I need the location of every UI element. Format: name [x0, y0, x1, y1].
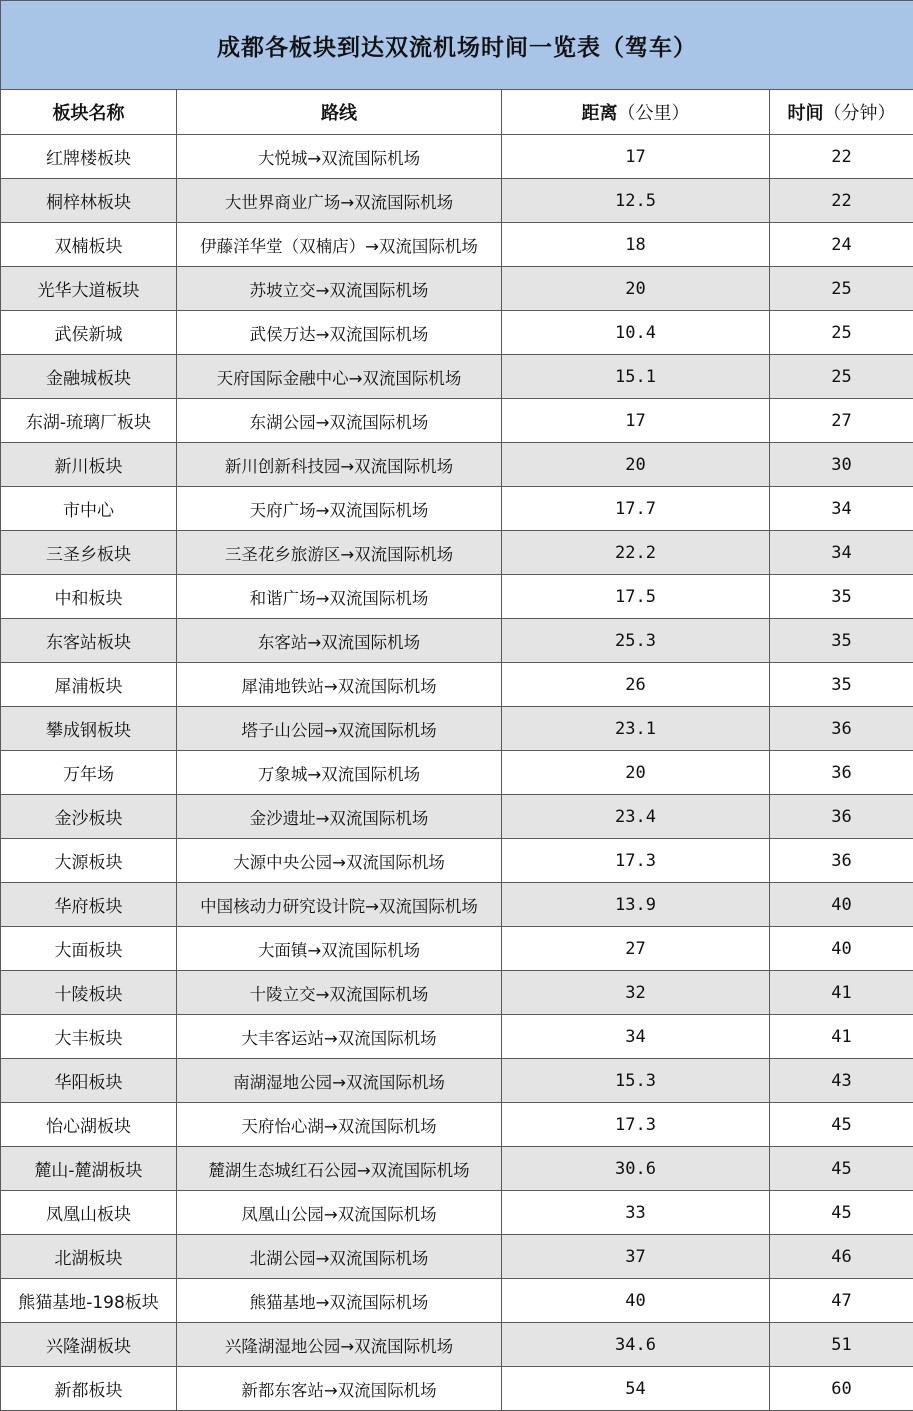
distance-cell: 22.2 — [502, 531, 770, 575]
time-cell: 60 — [770, 1367, 913, 1411]
header-distance-unit: （公里） — [618, 103, 690, 124]
distance-cell: 34 — [502, 1015, 770, 1059]
distance-cell: 30.6 — [502, 1147, 770, 1191]
area-cell: 中和板块 — [1, 575, 177, 619]
area-cell: 北湖板块 — [1, 1235, 177, 1279]
distance-cell: 26 — [502, 663, 770, 707]
route-cell: 万象城→双流国际机场 — [177, 751, 502, 795]
route-cell: 东客站→双流国际机场 — [177, 619, 502, 663]
header-time-unit: （分钟） — [824, 103, 896, 124]
time-cell: 45 — [770, 1191, 913, 1235]
time-cell: 47 — [770, 1279, 913, 1323]
area-cell: 攀成钢板块 — [1, 707, 177, 751]
header-route-label: 路线 — [321, 103, 357, 124]
time-cell: 36 — [770, 839, 913, 883]
distance-cell: 17 — [502, 399, 770, 443]
header-route — [177, 90, 502, 135]
time-cell: 36 — [770, 751, 913, 795]
distance-cell: 17.3 — [502, 1103, 770, 1147]
area-cell: 光华大道板块 — [1, 267, 177, 311]
route-cell: 北湖公园→双流国际机场 — [177, 1235, 502, 1279]
distance-cell: 15.3 — [502, 1059, 770, 1103]
distance-cell: 25.3 — [502, 619, 770, 663]
distance-cell: 40 — [502, 1279, 770, 1323]
time-cell: 35 — [770, 575, 913, 619]
table-row — [1, 883, 913, 927]
distance-cell: 54 — [502, 1367, 770, 1411]
table-row — [1, 839, 913, 883]
table-row — [1, 751, 913, 795]
area-cell: 红牌楼板块 — [1, 135, 177, 179]
time-cell: 41 — [770, 971, 913, 1015]
time-cell: 30 — [770, 443, 913, 487]
distance-cell: 17.7 — [502, 487, 770, 531]
table-row — [1, 311, 913, 355]
time-cell: 34 — [770, 487, 913, 531]
time-cell: 41 — [770, 1015, 913, 1059]
table-row — [1, 575, 913, 619]
table-row — [1, 707, 913, 751]
distance-cell: 23.4 — [502, 795, 770, 839]
area-cell: 东客站板块 — [1, 619, 177, 663]
route-cell: 塔子山公园→双流国际机场 — [177, 707, 502, 751]
area-cell: 新川板块 — [1, 443, 177, 487]
area-cell: 金融城板块 — [1, 355, 177, 399]
time-cell: 25 — [770, 267, 913, 311]
route-cell: 大面镇→双流国际机场 — [177, 927, 502, 971]
area-cell: 凤凰山板块 — [1, 1191, 177, 1235]
distance-cell: 34.6 — [502, 1323, 770, 1367]
area-cell: 华府板块 — [1, 883, 177, 927]
area-cell: 双楠板块 — [1, 223, 177, 267]
area-cell: 大面板块 — [1, 927, 177, 971]
route-cell: 武侯万达→双流国际机场 — [177, 311, 502, 355]
table-row — [1, 1147, 913, 1191]
distance-cell: 33 — [502, 1191, 770, 1235]
area-cell: 熊猫基地-198板块 — [1, 1279, 177, 1323]
route-cell: 凤凰山公园→双流国际机场 — [177, 1191, 502, 1235]
distance-cell: 20 — [502, 751, 770, 795]
area-cell: 金沙板块 — [1, 795, 177, 839]
time-cell: 35 — [770, 619, 913, 663]
distance-cell: 23.1 — [502, 707, 770, 751]
route-cell: 大源中央公园→双流国际机场 — [177, 839, 502, 883]
table-row — [1, 443, 913, 487]
distance-cell: 17 — [502, 135, 770, 179]
area-cell: 华阳板块 — [1, 1059, 177, 1103]
header-area — [1, 90, 177, 135]
area-cell: 万年场 — [1, 751, 177, 795]
table-row — [1, 619, 913, 663]
time-cell: 45 — [770, 1103, 913, 1147]
header-distance — [502, 90, 770, 135]
time-cell: 40 — [770, 927, 913, 971]
header-area-label: 板块名称 — [53, 103, 125, 124]
time-cell: 43 — [770, 1059, 913, 1103]
area-cell: 大源板块 — [1, 839, 177, 883]
distance-cell: 32 — [502, 971, 770, 1015]
route-cell: 金沙遗址→双流国际机场 — [177, 795, 502, 839]
time-cell: 36 — [770, 707, 913, 751]
time-cell: 36 — [770, 795, 913, 839]
distance-cell: 15.1 — [502, 355, 770, 399]
table-row — [1, 1191, 913, 1235]
header-time-label: 时间 — [788, 103, 824, 124]
route-cell: 中国核动力研究设计院→双流国际机场 — [177, 883, 502, 927]
time-cell: 35 — [770, 663, 913, 707]
route-cell: 苏坡立交→双流国际机场 — [177, 267, 502, 311]
area-cell: 三圣乡板块 — [1, 531, 177, 575]
time-cell: 25 — [770, 355, 913, 399]
route-cell: 三圣花乡旅游区→双流国际机场 — [177, 531, 502, 575]
table-row — [1, 795, 913, 839]
distance-cell: 10.4 — [502, 311, 770, 355]
distance-cell: 13.9 — [502, 883, 770, 927]
time-cell: 27 — [770, 399, 913, 443]
route-cell: 天府广场→双流国际机场 — [177, 487, 502, 531]
table-title: 成都各板块到达双流机场时间一览表（驾车） — [1, 1, 913, 90]
route-cell: 天府国际金融中心→双流国际机场 — [177, 355, 502, 399]
table-row — [1, 267, 913, 311]
table-row — [1, 1059, 913, 1103]
header-distance-label: 距离 — [582, 103, 618, 124]
area-cell: 兴隆湖板块 — [1, 1323, 177, 1367]
table-row — [1, 355, 913, 399]
time-cell: 51 — [770, 1323, 913, 1367]
time-cell: 24 — [770, 223, 913, 267]
route-cell: 熊猫基地→双流国际机场 — [177, 1279, 502, 1323]
route-cell: 十陵立交→双流国际机场 — [177, 971, 502, 1015]
distance-cell: 20 — [502, 443, 770, 487]
table-row — [1, 531, 913, 575]
area-cell: 十陵板块 — [1, 971, 177, 1015]
route-cell: 东湖公园→双流国际机场 — [177, 399, 502, 443]
area-cell: 武侯新城 — [1, 311, 177, 355]
distance-cell: 17.3 — [502, 839, 770, 883]
table-row — [1, 1367, 913, 1411]
time-cell: 46 — [770, 1235, 913, 1279]
route-cell: 麓湖生态城红石公园→双流国际机场 — [177, 1147, 502, 1191]
table-row — [1, 1235, 913, 1279]
route-cell: 南湖湿地公园→双流国际机场 — [177, 1059, 502, 1103]
table-row — [1, 487, 913, 531]
route-cell: 大悦城→双流国际机场 — [177, 135, 502, 179]
table-row — [1, 399, 913, 443]
route-cell: 新川创新科技园→双流国际机场 — [177, 443, 502, 487]
table-row — [1, 135, 913, 179]
area-cell: 怡心湖板块 — [1, 1103, 177, 1147]
area-cell: 桐梓林板块 — [1, 179, 177, 223]
table-row — [1, 1015, 913, 1059]
table-row — [1, 927, 913, 971]
time-cell: 25 — [770, 311, 913, 355]
route-cell: 大丰客运站→双流国际机场 — [177, 1015, 502, 1059]
area-cell: 犀浦板块 — [1, 663, 177, 707]
route-cell: 大世界商业广场→双流国际机场 — [177, 179, 502, 223]
distance-cell: 27 — [502, 927, 770, 971]
header-time — [770, 90, 913, 135]
table-row — [1, 1279, 913, 1323]
table-row — [1, 223, 913, 267]
time-cell: 45 — [770, 1147, 913, 1191]
table-row — [1, 1323, 913, 1367]
time-cell: 22 — [770, 135, 913, 179]
route-cell: 兴隆湖湿地公园→双流国际机场 — [177, 1323, 502, 1367]
area-cell: 麓山-麓湖板块 — [1, 1147, 177, 1191]
time-cell: 34 — [770, 531, 913, 575]
distance-cell: 37 — [502, 1235, 770, 1279]
table-row — [1, 179, 913, 223]
distance-cell: 12.5 — [502, 179, 770, 223]
route-cell: 新都东客站→双流国际机场 — [177, 1367, 502, 1411]
table-row — [1, 971, 913, 1015]
area-cell: 大丰板块 — [1, 1015, 177, 1059]
area-cell: 东湖-琉璃厂板块 — [1, 399, 177, 443]
route-cell: 和谐广场→双流国际机场 — [177, 575, 502, 619]
distance-cell: 17.5 — [502, 575, 770, 619]
route-cell: 天府怡心湖→双流国际机场 — [177, 1103, 502, 1147]
area-cell: 新都板块 — [1, 1367, 177, 1411]
area-cell: 市中心 — [1, 487, 177, 531]
distance-cell: 18 — [502, 223, 770, 267]
time-cell: 40 — [770, 883, 913, 927]
route-cell: 伊藤洋华堂（双楠店）→双流国际机场 — [177, 223, 502, 267]
table-body — [1, 135, 913, 1411]
table-row — [1, 1103, 913, 1147]
time-cell: 22 — [770, 179, 913, 223]
table-row — [1, 663, 913, 707]
route-cell: 犀浦地铁站→双流国际机场 — [177, 663, 502, 707]
distance-cell: 20 — [502, 267, 770, 311]
